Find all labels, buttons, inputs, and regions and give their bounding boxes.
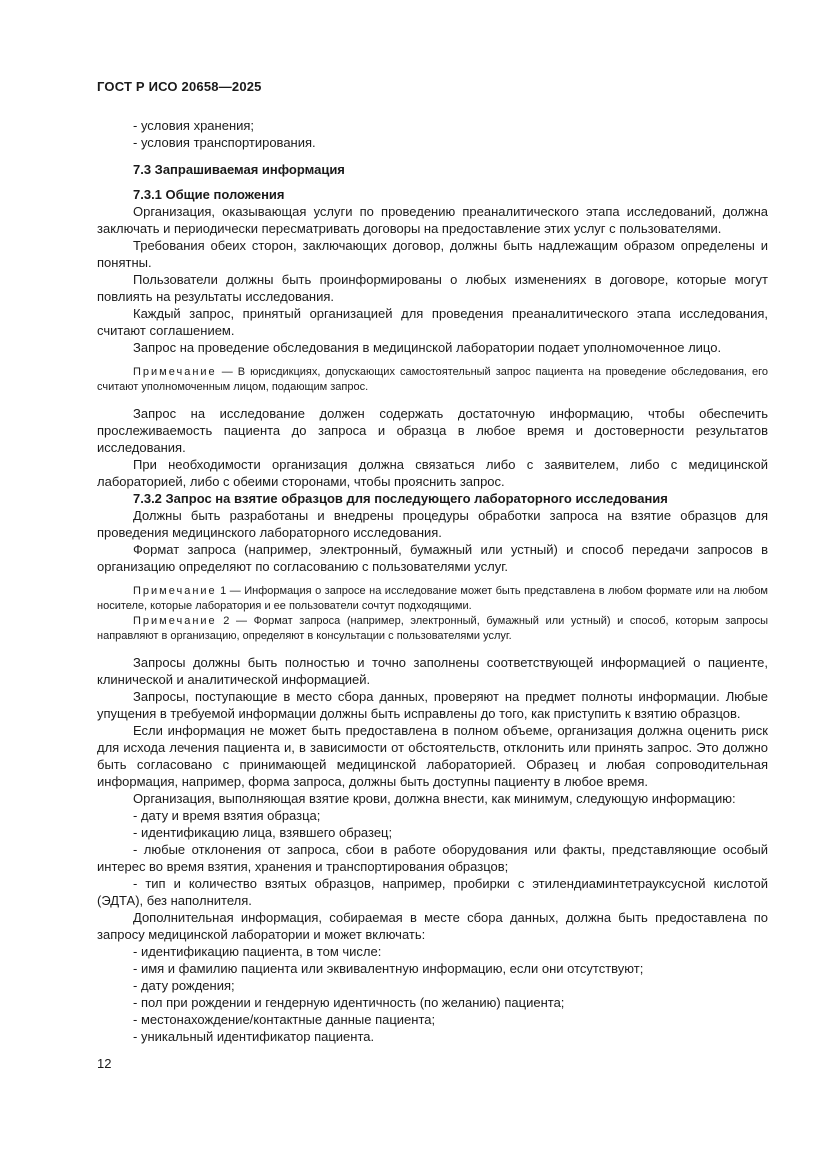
paragraph: Требования обеих сторон, заключающих договор, должны быть надлежащим образом определены и понятны. (97, 238, 768, 270)
list-item: - идентификацию лица, взявшего образец; (133, 825, 393, 840)
list-item: - идентификацию пациента, в том числе: (133, 944, 382, 959)
paragraph: Должны быть разработаны и внедрены процедуры обработки запроса на взятие образцов для проведения медицинского лабораторного исследования. (97, 508, 768, 540)
paragraph: Если информация не может быть предоставлена в полном объеме, организация должна оценить риск для исхода лечения пациента и, в зависимости от обстоятельств, отклонить или принять запрос. Это должно быть согласовано с принимающей медицинской лабораторией. Образец и любая сопроводительная информация, например, форма запроса, должны быть доступны пациенту в любое время. (97, 723, 768, 789)
paragraph: Запросы должны быть полностью и точно заполнены соответствующей информацией о пациенте, клинической и аналитической информацией. (97, 655, 768, 687)
note-label: Примечание (133, 615, 217, 627)
paragraph: Запрос на проведение обследования в медицинской лаборатории подает уполномоченное лицо. (133, 340, 722, 355)
note-label: Примечание (133, 366, 217, 378)
note-text: 1 — Информация о запросе на исследование может быть представлена в любом формате или на любом носителе, которые лаборатория и ее пользователи сочтут подходящими. (97, 585, 768, 612)
note (97, 614, 768, 644)
paragraph: Дополнительная информация, собираемая в месте сбора данных, должна быть предоставлена по запросу медицинской лаборатории и может включать: (97, 910, 768, 942)
note (97, 365, 768, 395)
list-item: - имя и фамилию пациента или эквивалентную информацию, если они отсутствуют; (133, 961, 644, 976)
note-text: 2 — Формат запроса (например, электронный, бумажный или устный) и способ, которым запросы направляют в организацию, определяют в консультации с пользователями услуг. (97, 615, 768, 642)
paragraph: При необходимости организация должна связаться либо с заявителем, либо с медицинской лабораторией, либо с обеими сторонами, чтобы прояснить запрос. (97, 457, 768, 489)
list-item: - пол при рождении и гендерную идентичность (по желанию) пациента; (133, 995, 565, 1010)
paragraph: Пользователи должны быть проинформированы о любых изменениях в договоре, которые могут повлиять на результаты исследования. (97, 272, 768, 304)
list-item: - местонахождение/контактные данные пациента; (133, 1012, 436, 1027)
paragraph: Запросы, поступающие в место сбора данных, проверяют на предмет полноты информации. Любые упущения в требуемой информации должны быть исправлены до того, как приступить к взятию образцов. (97, 689, 768, 721)
paragraph: Запрос на исследование должен содержать достаточную информацию, чтобы обеспечить прослеживаемость пациента до запроса и образца в любое время и достоверности результатов исследования. (97, 406, 768, 455)
note (97, 584, 768, 614)
paragraph: Организация, выполняющая взятие крови, должна внести, как минимум, следующую информацию: (133, 791, 736, 806)
list-item: - тип и количество взятых образцов, например, пробирки с этилендиаминтетрауксусной кислотой (ЭДТА), без наполнителя. (97, 876, 768, 908)
list-item: - условия транспортирования. (133, 135, 316, 150)
paragraph: Организация, оказывающая услуги по проведению преаналитического этапа исследований, должна заключать и периодически пересматривать договоры на предоставление этих услуг с пользователями. (97, 204, 768, 236)
document-header: ГОСТ Р ИСО 20658—2025 (97, 79, 262, 94)
page-number: 12 (97, 1056, 112, 1071)
list-item: - уникальный идентификатор пациента. (133, 1029, 375, 1044)
note-text: — В юрисдикциях, допускающих самостоятельный запрос пациента на проведение обследования, его считают уполномоченным лицом, подающим запрос. (97, 366, 768, 393)
list-item: - дату рождения; (133, 978, 235, 993)
paragraph: Формат запроса (например, электронный, бумажный или устный) и способ передачи запросов в организацию определяют по согласованию с пользователями услуг. (97, 542, 768, 574)
list-item: - любые отклонения от запроса, сбои в работе оборудования или факты, представляющие особый интерес во время взятия, хранения и транспортирования образцов; (97, 842, 768, 874)
list-item: - условия хранения; (133, 118, 255, 133)
paragraph: Каждый запрос, принятый организацией для проведения преаналитического этапа исследования, считают соглашением. (97, 306, 768, 338)
subsection-heading: 7.3.1 Общие положения (133, 187, 285, 202)
subsection-heading: 7.3.2 Запрос на взятие образцов для последующего лабораторного исследования (133, 491, 668, 506)
list-item: - дату и время взятия образца; (133, 808, 321, 823)
page-body (97, 117, 768, 1045)
note-label: Примечание (133, 585, 217, 597)
section-heading: 7.3 Запрашиваемая информация (133, 162, 345, 177)
